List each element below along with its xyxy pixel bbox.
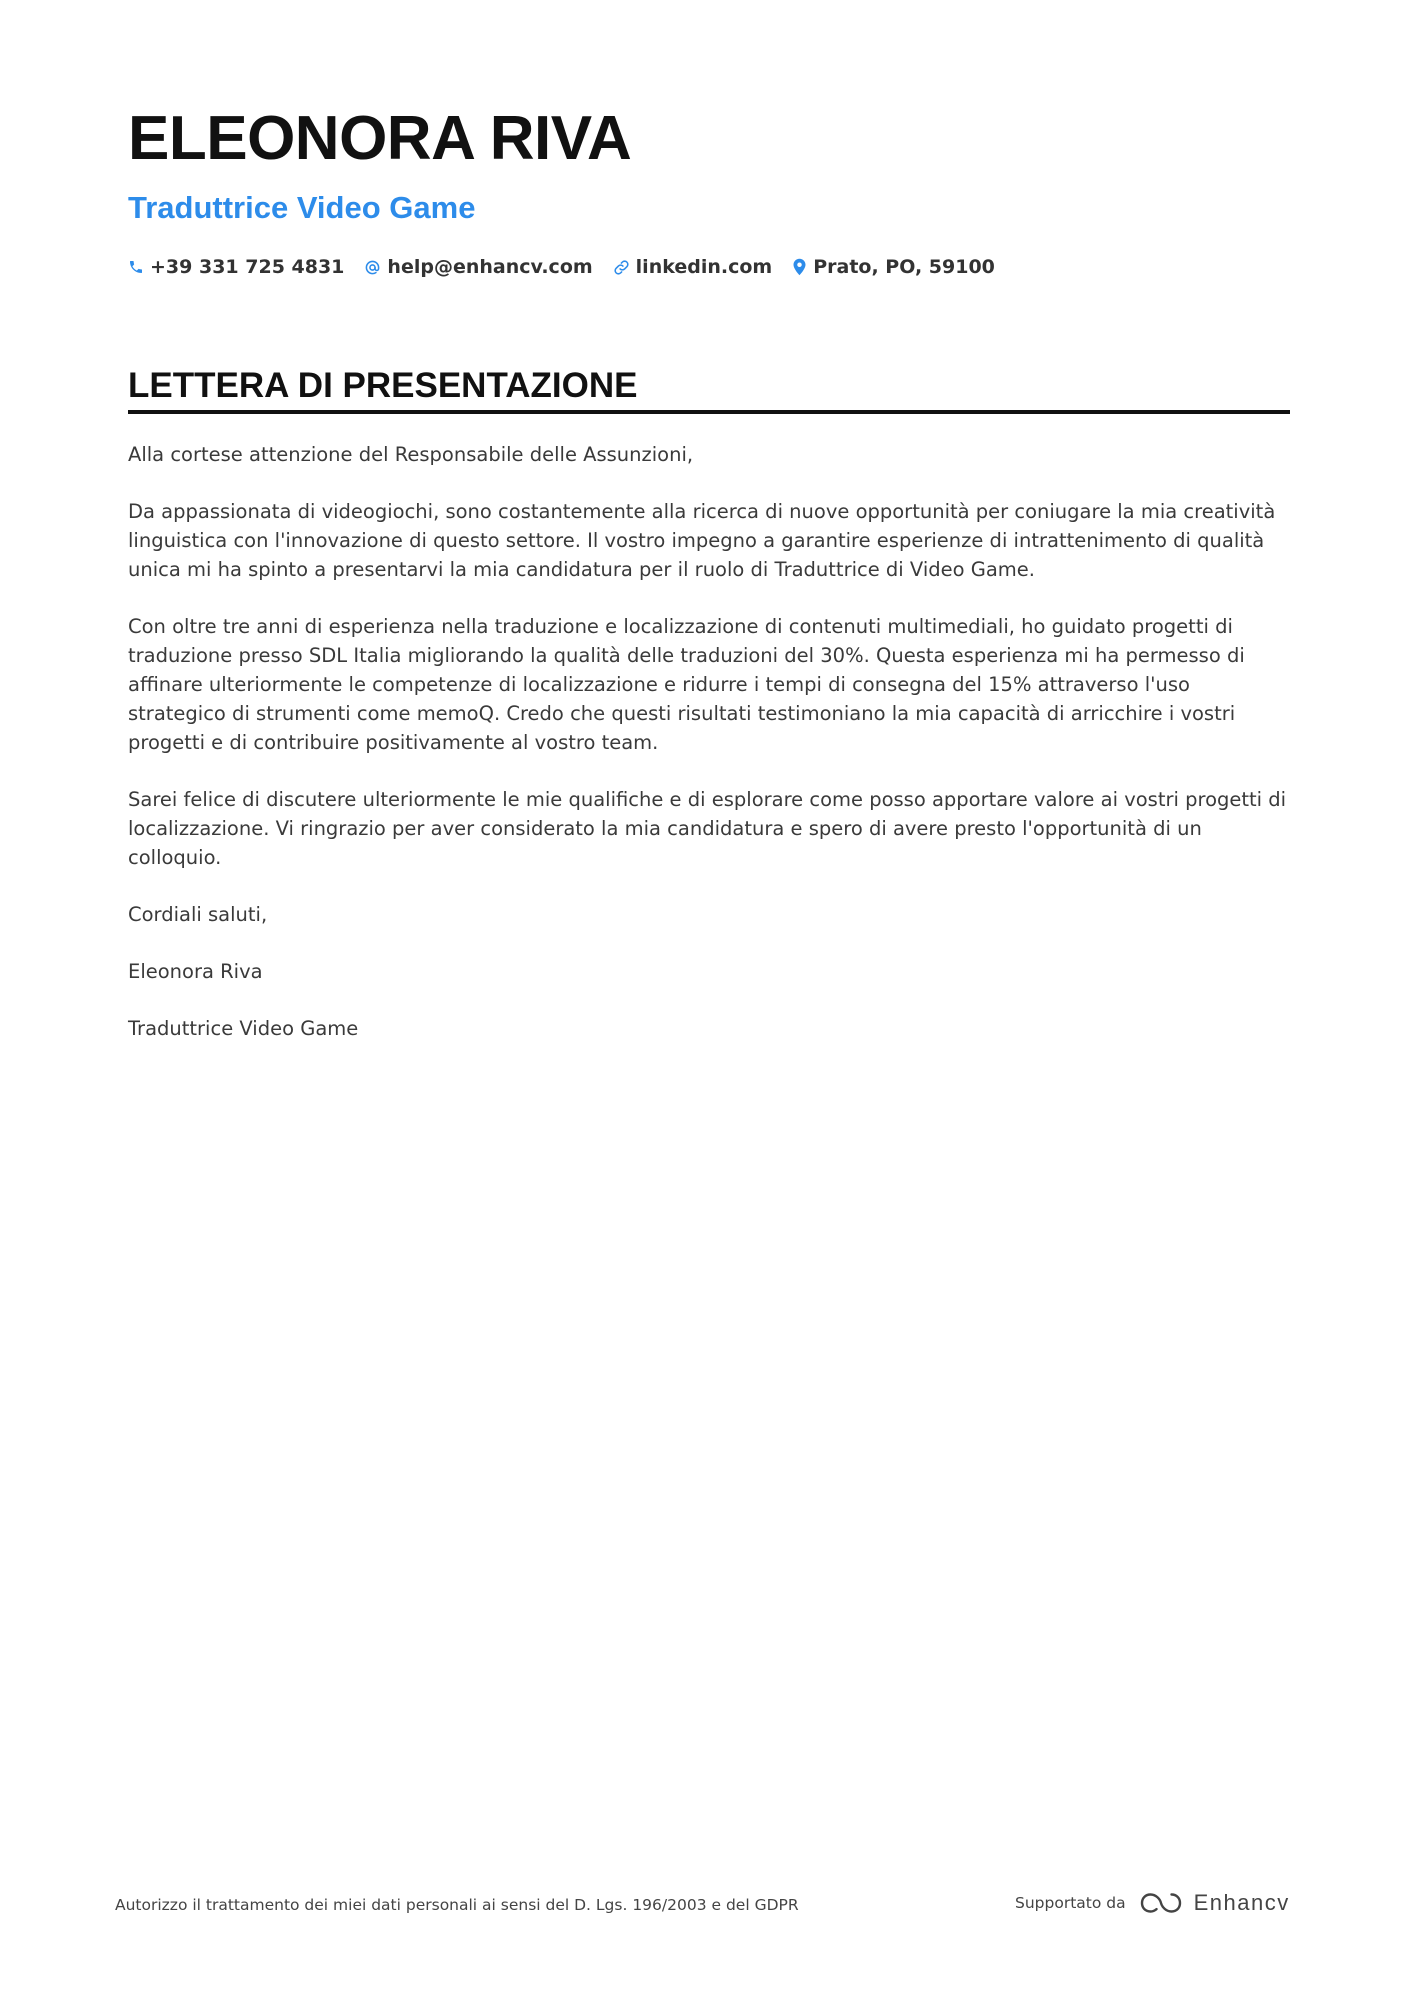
letter-salutation: Cordiali saluti, <box>128 903 268 926</box>
powered-by[interactable] <box>1015 1890 1290 1916</box>
letter-paragraph-closing: Sarei felice di discutere ulteriormente le mie qualifiche e di esplorare come posso apportare valore ai vostri progetti di localizzazione. Vi ringrazio per aver considerato la mia candidatura e spero di avere presto l'opportunità di un colloquio. <box>128 788 1287 869</box>
contact-location <box>792 256 995 278</box>
contact-bar <box>128 256 995 278</box>
section-divider <box>128 410 1290 414</box>
contact-phone-text: +39 331 725 4831 <box>150 256 345 278</box>
contact-linkedin-text: linkedin.com <box>635 256 773 278</box>
contact-phone[interactable] <box>128 256 344 278</box>
enhancv-logo[interactable] <box>1138 1890 1290 1916</box>
section-title: LETTERA DI PRESENTAZIONE <box>128 366 638 405</box>
letter-paragraph-intro: Da appassionata di videogiochi, sono costantemente alla ricerca di nuove opportunità per coniugare la mia creatività linguistica con l'innovazione di questo settore. Il vostro impegno a garantire esperienze di intrattenimento di qualità unica mi ha spinto a presentarvi la mia candidatura per il ruolo di Traduttrice di Video Game. <box>128 500 1276 581</box>
enhancv-brand-name: Enhancv <box>1193 1890 1290 1915</box>
candidate-name: ELEONORA RIVA <box>128 104 632 173</box>
location-pin-icon <box>792 258 807 276</box>
privacy-consent: Autorizzo il trattamento dei miei dati personali ai sensi del D. Lgs. 196/2003 e del GDPR <box>115 1896 799 1914</box>
link-icon <box>613 259 630 276</box>
letter-paragraph-experience: Con oltre tre anni di esperienza nella traduzione e localizzazione di contenuti multimediali, ho guidato progetti di traduzione presso SDL Italia migliorando la qualità delle traduzioni del 30%. Questa esperienza mi ha permesso di affinare ulteriormente le competenze di localizzazione e ridurre i tempi di consegna del 15% attraverso l'uso strategico di strumenti come memoQ. Credo che questi risultati testimoniano la mia capacità di arricchire i vostri progetti e di contribuire positivamente al vostro team. <box>128 615 1245 754</box>
letter-greeting: Alla cortese attenzione del Responsabile delle Assunzioni, <box>128 443 694 466</box>
letter-body <box>128 440 1290 1071</box>
contact-email[interactable] <box>364 256 592 278</box>
letter-signature-role: Traduttrice Video Game <box>128 1017 359 1040</box>
enhancv-logo-icon <box>1138 1890 1184 1916</box>
contact-location-text: Prato, PO, 59100 <box>813 256 995 278</box>
contact-email-text: help@enhancv.com <box>387 256 593 278</box>
candidate-role: Traduttrice Video Game <box>128 190 476 225</box>
powered-by-label: Supportato da <box>1015 1894 1126 1912</box>
at-icon <box>364 259 381 276</box>
contact-linkedin[interactable] <box>613 256 773 278</box>
phone-icon <box>128 259 144 275</box>
letter-signature-name: Eleonora Riva <box>128 960 263 983</box>
